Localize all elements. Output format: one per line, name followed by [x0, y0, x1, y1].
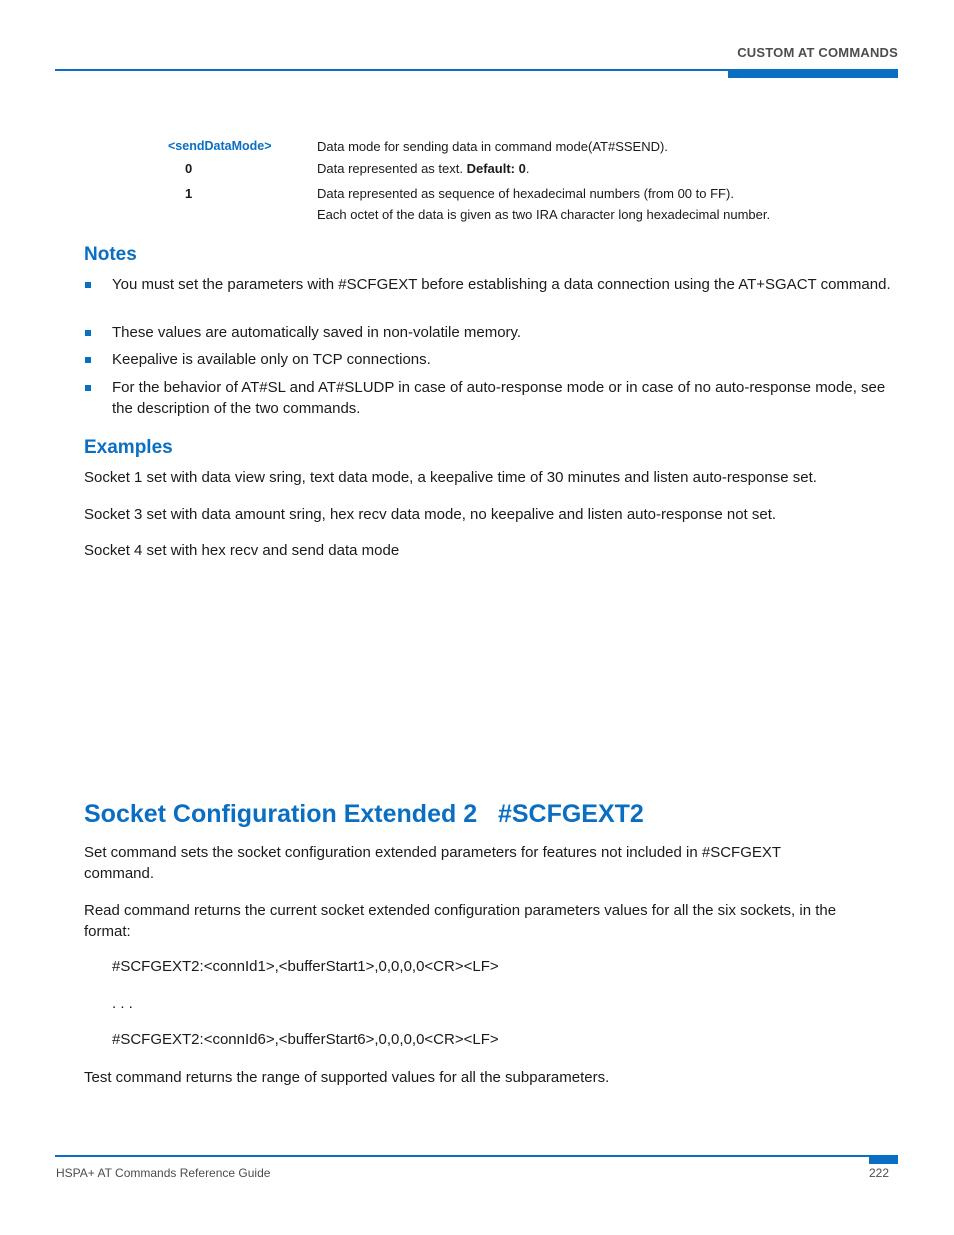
examples-heading: Examples [84, 437, 173, 458]
param-value-0-desc [317, 161, 529, 176]
param-value-0-default: Default: 0 [466, 161, 526, 176]
section-para-set: Set command sets the socket configuration extended parameters for features not included in #SCFGEXT command. [84, 844, 781, 882]
param-value-0: 0 [185, 161, 193, 176]
example-item: Socket 4 set with hex recv and send data mode [84, 542, 400, 559]
format-line-first: #SCFGEXT2:<connId1>,<bufferStart1>,0,0,0,0<CR><LF> [112, 958, 499, 975]
notes-item: You must set the parameters with #SCFGEXT before establishing a data connection using the AT+SGACT command. [112, 276, 891, 293]
footer-page-number: 222 [869, 1166, 890, 1180]
footer-rule [55, 1155, 898, 1157]
param-value-0-desc-text: Data represented as text. [317, 161, 467, 176]
notes-item: Keepalive is available only on TCP connections. [112, 351, 431, 368]
bullet-icon [85, 282, 91, 288]
header-accent-block [728, 69, 898, 78]
section-para-test: Test command returns the range of supported values for all the subparameters. [84, 1069, 610, 1086]
bullet-icon [85, 330, 91, 336]
param-value-0-desc-tail: . [525, 161, 530, 176]
header-section-title: CUSTOM AT COMMANDS [737, 45, 898, 60]
example-item: Socket 1 set with data view sring, text data mode, a keepalive time of 30 minutes and listen auto-response set. [84, 469, 817, 486]
format-line-last: #SCFGEXT2:<connId6>,<bufferStart6>,0,0,0,0<CR><LF> [112, 1031, 499, 1048]
example-item: Socket 3 set with data amount sring, hex recv data mode, no keepalive and listen auto-response not set. [84, 506, 777, 523]
param-name: <sendDataMode> [168, 139, 272, 153]
param-value-1-desc-line2: Each octet of the data is given as two IRA character long hexadecimal number. [317, 207, 771, 222]
footer-doc-title: HSPA+ AT Commands Reference Guide [56, 1166, 271, 1180]
section-para-read: Read command returns the current socket extended configuration parameters values for all the six sockets, in the format: [84, 902, 837, 940]
param-value-1: 1 [185, 186, 193, 201]
bullet-icon [85, 385, 91, 391]
format-ellipsis: . . . [112, 995, 133, 1012]
notes-item: These values are automatically saved in non-volatile memory. [112, 324, 522, 341]
param-value-1-desc-line1: Data represented as sequence of hexadecimal numbers (from 00 to FF). [317, 186, 734, 201]
section-title: Socket Configuration Extended 2 #SCFGEXT2 [84, 800, 644, 828]
notes-heading: Notes [84, 244, 137, 265]
param-description: Data mode for sending data in command mode(AT#SSEND). [317, 139, 668, 154]
notes-item: For the behavior of AT#SL and AT#SLUDP in case of auto-response mode or in case of no auto-response mode, see the description of the two commands. [112, 379, 886, 417]
footer-accent-block [869, 1155, 898, 1164]
bullet-icon [85, 357, 91, 363]
